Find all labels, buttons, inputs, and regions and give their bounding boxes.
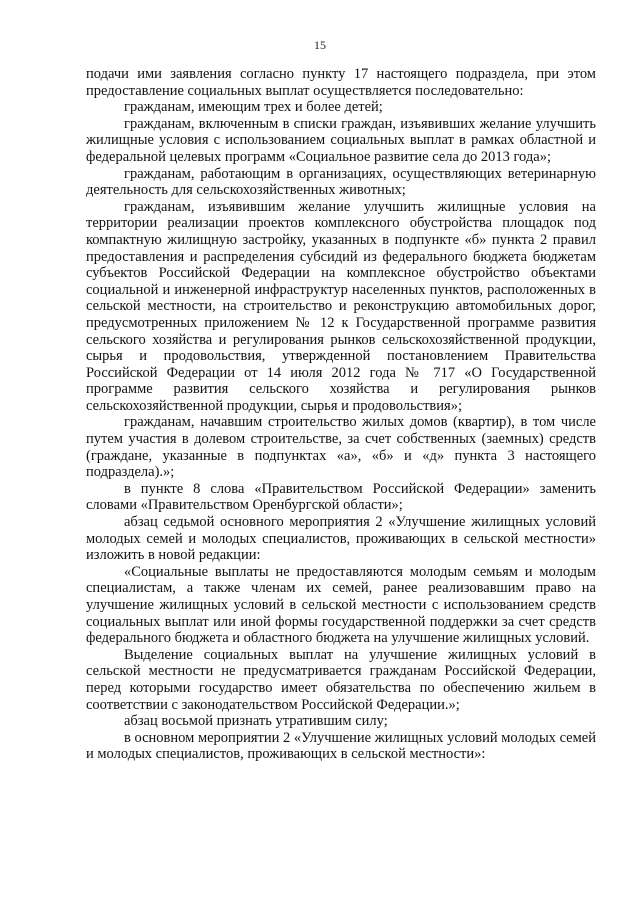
document-body xyxy=(86,66,596,763)
paragraph: абзац седьмой основного мероприятия 2 «Улучшение жилищных условий молодых семей и молодых специалистов, проживающих в сельской местности» изложить в новой редакции: xyxy=(86,514,596,564)
paragraph: «Социальные выплаты не предоставляются молодым семьям и молодым специалистам, а также членам их семей, ранее реализовавшим право на улучшение жилищных условий в сельской местности с использованием средств социальных выплат или иной формы государственной поддержки за счет средств федерального бюджета и областного бюджета на улучшение жилищных условий. xyxy=(86,563,596,647)
paragraph: гражданам, включенным в списки граждан, изъявивших желание улучшить жилищные условия с использованием социальных выплат в рамках областной и федеральной целевых программ «Социальное развитие села до 2013 года»; xyxy=(86,115,596,165)
paragraph: гражданам, изъявившим желание улучшить жилищные условия на территории реализации проектов комплексного обустройства площадок под компактную жилищную застройку, указанных в подпункте «б» пункта 2 правил предоставления и распределения субсидий из федерального бюджета бюджетам субъектов Российской Федерации на комплексное обустройство объектами социальной и инженерной инфраструктур населенных пунктов, расположенных в сельской местности, на строительство и реконструкцию автомобильных дорог, предусмотренных приложением № 12 к Государственной программе развития сельского хозяйства и регулирования рынков сельскохозяйственной продукции, сырья и продовольствия, утвержденной постановлением Правительства Российской Федерации от 14 июля 2012 года № 717 «О Государственной программе развития сельского хозяйства и регулирования рынков сельскохозяйственной продукции, сырья и продовольствия»; xyxy=(86,198,596,414)
paragraph: в пункте 8 слова «Правительством Российской Федерации» заменить словами «Правительством Оренбургской области»; xyxy=(86,480,596,514)
paragraph: Выделение социальных выплат на улучшение жилищных условий в сельской местности не предусматривается гражданам Российской Федерации, перед которыми государство имеет обязательства по обеспечению жильем в соответствии с законодательством Российской Федерации.»; xyxy=(86,646,596,713)
paragraph: в основном мероприятии 2 «Улучшение жилищных условий молодых семей и молодых специалистов, проживающих в сельской местности»: xyxy=(86,729,596,763)
paragraph: подачи ими заявления согласно пункту 17 настоящего подраздела, при этом предоставление социальных выплат осуществляется последовательно: xyxy=(86,66,596,99)
paragraph: гражданам, работающим в организациях, осуществляющих ветеринарную деятельность для сельскохозяйственных животных; xyxy=(86,165,596,199)
page-number: 15 xyxy=(314,38,326,52)
paragraph: абзац восьмой признать утратившим силу; xyxy=(124,713,388,730)
paragraph: гражданам, имеющим трех и более детей; xyxy=(124,99,383,116)
paragraph: гражданам, начавшим строительство жилых домов (квартир), в том числе путем участия в долевом строительстве, за счет собственных (заемных) средств (граждане, указанные в подпунктах «а», «б» и «д» пункта 3 настоящего подраздела).»; xyxy=(86,414,596,481)
